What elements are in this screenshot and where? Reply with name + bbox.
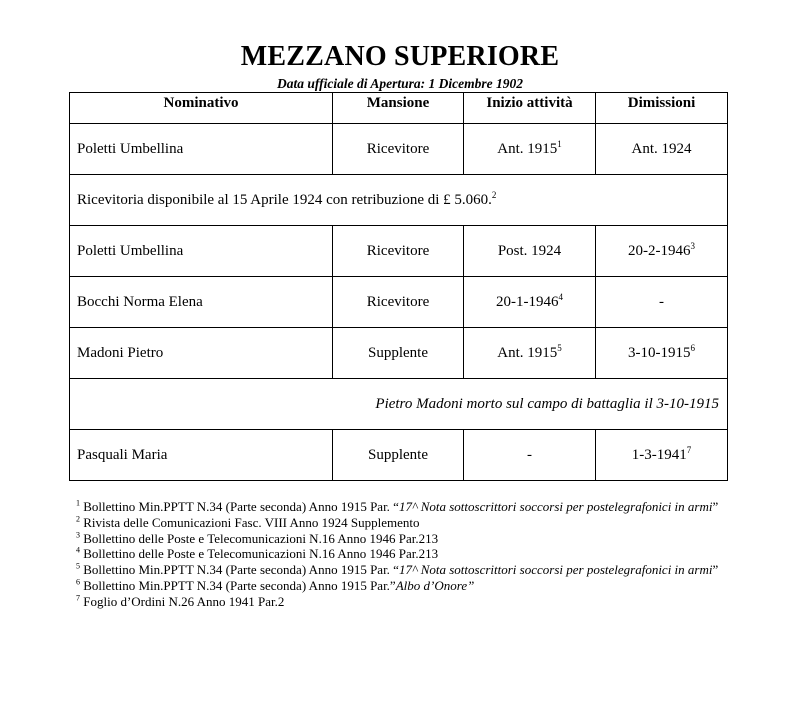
cell-dimissioni: [596, 328, 728, 379]
cell-inizio: [464, 430, 596, 481]
cell-mansione-text: Supplente: [368, 446, 428, 463]
footnote-number: 7: [76, 593, 80, 603]
cell-inizio-text: -: [527, 446, 532, 463]
footnote-ref: 5: [557, 342, 562, 353]
page-subtitle: Data ufficiale di Apertura: 1 Dicembre 1902: [277, 76, 523, 91]
footnote-italic-text: 17^ Nota sottoscrittori soccorsi per postelegrafonici in armi: [398, 499, 713, 514]
table-row: [70, 328, 728, 379]
footnote-ref: 7: [686, 444, 692, 455]
cell-nominativo: [70, 124, 333, 175]
footnote-text: Bollettino Min.PPTT N.34 (Parte seconda) Anno 1915 Par. “: [83, 562, 399, 578]
cell-nominativo-text: Bocchi Norma Elena: [77, 293, 203, 310]
cell-nominativo: [70, 226, 333, 277]
cell-dimissioni: [596, 124, 728, 175]
cell-mansione-text: Ricevitore: [366, 293, 430, 310]
cell-inizio: [464, 124, 596, 175]
note-cell: [70, 175, 728, 226]
cell-mansione: [333, 430, 464, 481]
cell-mansione-text: Ricevitore: [366, 140, 430, 157]
cell-dimissioni-text: Ant. 1924: [631, 140, 692, 157]
cell-dimissioni-text: -: [659, 293, 664, 310]
cell-mansione: [333, 124, 464, 175]
footnote-ref: 2: [491, 189, 497, 200]
cell-mansione: [333, 277, 464, 328]
cell-dimissioni: [596, 430, 728, 481]
footnote-ref: 4: [558, 291, 563, 302]
footnote-text: Rivista delle Comunicazioni Fasc. VIII Anno 1924 Supplemento: [83, 514, 420, 530]
table-row: [70, 226, 728, 277]
cell-nominativo-text: Poletti Umbellina: [77, 140, 184, 157]
footnote-text: Foglio d’Ordini N.26 Anno 1941 Par.2: [83, 593, 285, 609]
cell-mansione: [333, 226, 464, 277]
footnote-ref: 1: [557, 138, 562, 149]
footnote-ref: 6: [690, 342, 695, 353]
cell-mansione: [333, 328, 464, 379]
cell-inizio: [464, 226, 596, 277]
cell-dimissioni-text: 3-10-1915: [628, 344, 691, 361]
note-text: Pietro Madoni morto sul campo di battaglia il 3-10-1915: [375, 395, 719, 412]
footnote-italic-text: Albo d’Onore”: [395, 577, 475, 593]
table-header-row: [70, 93, 728, 124]
footnote-ref: 3: [690, 240, 695, 251]
cell-nominativo-text: Madoni Pietro: [77, 344, 164, 361]
footnote: [76, 578, 736, 594]
footnote-number: 2: [76, 514, 80, 524]
footnote: [76, 546, 736, 562]
header-inizio: Inizio attività: [464, 93, 596, 124]
header-mansione: Mansione: [333, 93, 464, 124]
cell-dimissioni: [596, 226, 728, 277]
table-row: [70, 124, 728, 175]
table-note-row: [70, 379, 728, 430]
cell-mansione-text: Ricevitore: [366, 242, 430, 259]
cell-inizio-text: Ant. 1915: [497, 140, 558, 157]
table-row: [70, 430, 728, 481]
footnote: [76, 531, 736, 547]
footnote-number: 4: [76, 546, 80, 556]
table-row: [70, 277, 728, 328]
note-cell: [70, 379, 728, 430]
staff-table: [69, 92, 728, 481]
footnote-text: Bollettino delle Poste e Telecomunicazioni N.16 Anno 1946 Par.213: [83, 546, 439, 562]
footnote-tail: ”: [712, 562, 719, 578]
footnote: [76, 594, 736, 610]
cell-nominativo: [70, 430, 333, 481]
header-dimissioni: Dimissioni: [596, 93, 728, 124]
footnote: [76, 515, 736, 531]
cell-inizio-text: 20-1-1946: [496, 293, 559, 310]
cell-inizio: [464, 328, 596, 379]
footnote: [76, 499, 736, 515]
footnote-italic-text: 17^ Nota sottoscrittori soccorsi per postelegrafonici in armi: [398, 562, 713, 578]
cell-dimissioni-text: 20-2-1946: [628, 242, 691, 259]
footnote-number: 3: [76, 530, 80, 540]
footnote-text: Bollettino Min.PPTT N.34 (Parte seconda) Anno 1915 Par.”: [83, 577, 396, 593]
footnote-tail: ”: [712, 499, 719, 514]
table-note-row: [70, 175, 728, 226]
footnote-text: Bollettino Min.PPTT N.34 (Parte seconda) Anno 1915 Par. “: [83, 499, 399, 514]
cell-nominativo-text: Pasquali Maria: [77, 446, 168, 463]
page-title: MEZZANO SUPERIORE: [240, 41, 560, 72]
note-text: Ricevitoria disponibile al 15 Aprile 1924 con retribuzione di £ 5.060.: [77, 191, 492, 208]
cell-dimissioni: [596, 277, 728, 328]
header-nominativo: Nominativo: [70, 93, 333, 124]
footnote-text: Bollettino delle Poste e Telecomunicazioni N.16 Anno 1946 Par.213: [83, 530, 439, 546]
footnote: [76, 562, 736, 578]
cell-inizio-text: Post. 1924: [497, 242, 562, 259]
footnote-number: 1: [76, 498, 80, 508]
cell-dimissioni-text: 1-3-1941: [631, 446, 687, 463]
cell-mansione-text: Supplente: [368, 344, 428, 361]
cell-nominativo-text: Poletti Umbellina: [77, 242, 184, 259]
cell-nominativo: [70, 328, 333, 379]
cell-inizio: [464, 277, 596, 328]
footnote-number: 5: [76, 561, 80, 571]
footnote-number: 6: [76, 577, 80, 587]
cell-nominativo: [70, 277, 333, 328]
footnotes: [76, 499, 736, 610]
cell-inizio-text: Ant. 1915: [497, 344, 558, 361]
